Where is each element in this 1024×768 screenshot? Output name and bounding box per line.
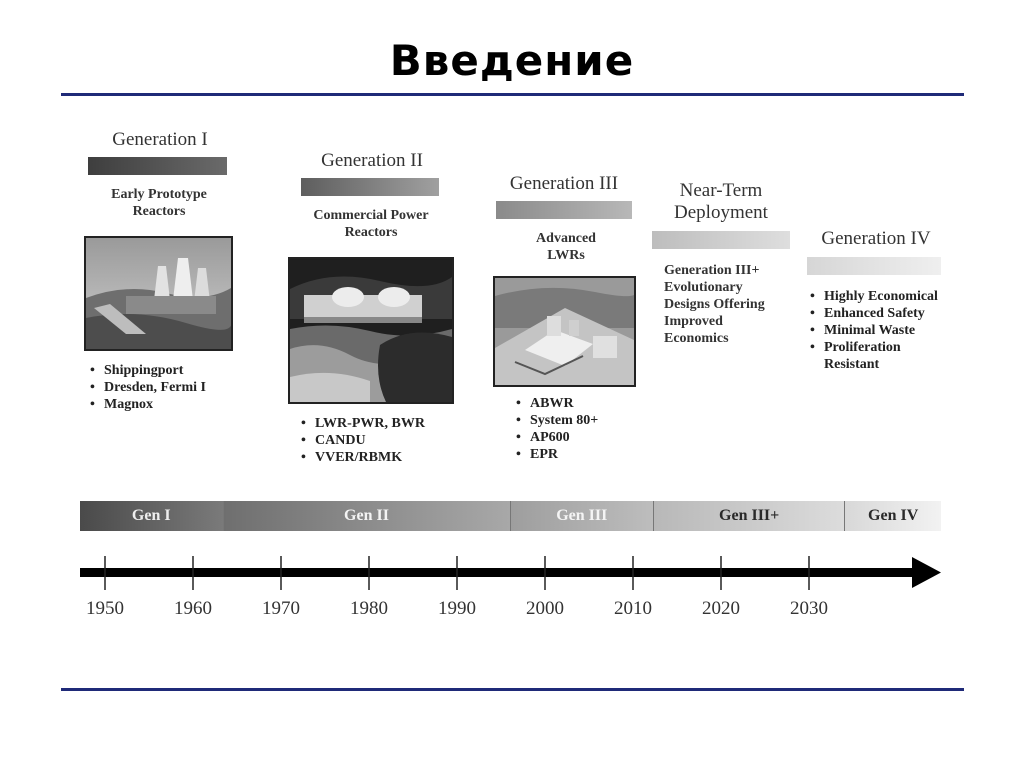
near-term-description: Generation III+ Evolutionary Designs Offering Improved Economics — [664, 263, 765, 346]
near-term-title: Near-Term Deployment — [674, 180, 768, 223]
title-divider — [61, 93, 964, 96]
gen2-title: Generation II — [321, 150, 423, 171]
list-item: • CANDU — [299, 432, 459, 449]
list-item: • Enhanced Safety — [808, 305, 948, 322]
gen1-reactor-photo — [84, 236, 233, 351]
timeline-year-label: 1980 — [350, 598, 388, 619]
gen2-bar — [301, 178, 439, 196]
timeline-year-label: 1950 — [86, 598, 124, 619]
slide-title: Введение — [389, 36, 635, 85]
footer-divider — [61, 688, 964, 691]
era-segment: Gen III+ — [654, 501, 845, 531]
list-item: • VVER/RBMK — [299, 449, 459, 466]
timeline-arrow-shaft — [80, 568, 920, 577]
timeline-year-label: 2000 — [526, 598, 564, 619]
gen1-description: Early Prototype Reactors — [111, 187, 207, 219]
gen3-examples — [514, 395, 634, 463]
gen4-goals — [808, 288, 948, 373]
gen4-bar — [807, 257, 941, 275]
list-item: • Proliferation Resistant — [808, 339, 948, 373]
timeline-arrow-head — [912, 557, 941, 588]
list-item: • LWR-PWR, BWR — [299, 415, 459, 432]
list-item: • System 80+ — [514, 412, 634, 429]
gen2-examples — [299, 415, 459, 466]
list-item: • Dresden, Fermi I — [88, 379, 238, 396]
gen3-bar — [496, 201, 632, 219]
list-item: • AP600 — [514, 429, 634, 446]
gen2-reactor-photo — [288, 257, 454, 404]
era-segment: Gen II — [224, 501, 511, 531]
list-item: • ABWR — [514, 395, 634, 412]
era-segment: Gen I — [80, 501, 224, 531]
gen3-title: Generation III — [509, 173, 619, 194]
timeline-year-label: 2020 — [702, 598, 740, 619]
timeline-year-label: 1960 — [174, 598, 212, 619]
era-segment: Gen IV — [845, 501, 941, 531]
timeline-year-label: 1970 — [262, 598, 300, 619]
list-item: • EPR — [514, 446, 634, 463]
near-term-bar — [652, 231, 790, 249]
list-item: • Highly Economical — [808, 288, 948, 305]
timeline-year-label: 2010 — [614, 598, 652, 619]
timeline-year-label: 2030 — [790, 598, 828, 619]
gen1-examples — [88, 362, 238, 413]
gen1-bar — [88, 157, 227, 175]
era-band — [80, 501, 941, 531]
gen4-title: Generation IV — [821, 228, 931, 249]
list-item: • Minimal Waste — [808, 322, 948, 339]
list-item: • Shippingport — [88, 362, 238, 379]
era-segment: Gen III — [511, 501, 655, 531]
gen3-description: Advanced LWRs — [536, 231, 596, 263]
timeline-year-label: 1990 — [438, 598, 476, 619]
gen1-title: Generation I — [112, 129, 208, 150]
list-item: • Magnox — [88, 396, 238, 413]
gen3-reactor-illustration — [493, 276, 636, 387]
gen2-description: Commercial Power Reactors — [313, 208, 429, 240]
